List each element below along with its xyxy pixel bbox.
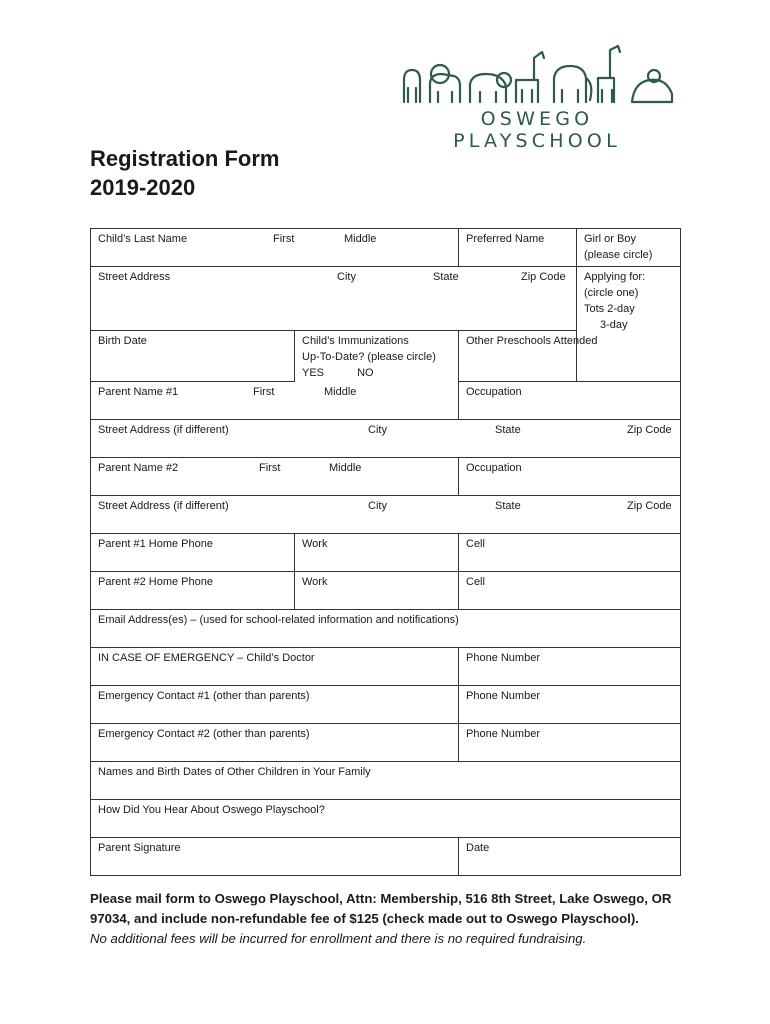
preferred-name-cell[interactable]: [459, 229, 577, 267]
immunizations-question: Up-To-Date? (please circle): [302, 351, 436, 363]
parent1-occupation-label: Occupation: [466, 385, 522, 398]
parent1-middle-label: Middle: [324, 385, 357, 398]
emergency-contact1-cell[interactable]: [91, 685, 459, 723]
birth-date-cell[interactable]: [91, 331, 295, 382]
parent2-name-label: Parent Name #2: [98, 461, 179, 474]
signature-date-label: Date: [466, 841, 490, 854]
parent1-name-cell[interactable]: [91, 381, 459, 419]
parent2-name-cell[interactable]: [91, 457, 459, 495]
parent2-address-cell[interactable]: [91, 495, 681, 533]
emergency-contact2-phone-cell[interactable]: [459, 723, 681, 761]
applying-option-3day[interactable]: 3-day: [600, 319, 628, 331]
birth-date-label: Birth Date: [98, 335, 147, 347]
parent1-home-phone-label: Parent #1 Home Phone: [98, 537, 213, 550]
parent2-occupation-cell[interactable]: [459, 457, 681, 495]
parent1-work-phone-label: Work: [302, 537, 328, 550]
street-address-label: Street Address: [98, 271, 171, 283]
registration-table: [90, 228, 681, 876]
title-line-2: 2019-2020: [90, 175, 196, 200]
emergency-contact2-label: Emergency Contact #2 (other than parents): [98, 727, 310, 740]
siblings-label: Names and Birth Dates of Other Children in Your Family: [98, 765, 371, 778]
doctor-cell[interactable]: [91, 647, 459, 685]
city-label: City: [337, 271, 356, 283]
other-preschools-label: Other Preschools Attended: [466, 335, 598, 347]
parent2-zip-label: Zip Code: [627, 499, 672, 512]
parent2-first-label: First: [259, 461, 281, 474]
gender-hint: (please circle): [584, 249, 653, 261]
parent1-city-label: City: [368, 423, 387, 436]
signature-label: Parent Signature: [98, 841, 181, 854]
state-label: State: [433, 271, 459, 283]
signature-date-cell[interactable]: [459, 837, 681, 875]
parent1-state-label: State: [495, 423, 521, 436]
title-line-1: Registration Form: [90, 146, 280, 171]
applying-option-tots[interactable]: Tots 2-day: [584, 303, 635, 315]
emergency-contact2-phone-label: Phone Number: [466, 727, 540, 740]
referral-cell[interactable]: [91, 799, 681, 837]
siblings-cell[interactable]: [91, 761, 681, 799]
page-title: [90, 144, 279, 202]
emergency-contact2-cell[interactable]: [91, 723, 459, 761]
gender-cell[interactable]: [577, 229, 681, 267]
parent2-middle-label: Middle: [329, 461, 362, 474]
child-first-label: First: [273, 233, 295, 245]
immunizations-no[interactable]: NO: [357, 367, 374, 379]
parent1-name-label: Parent Name #1: [98, 385, 179, 398]
immunizations-label: Child’s Immunizations: [302, 335, 409, 347]
email-label: Email Address(es) – (used for school-related information and notifications): [98, 613, 459, 626]
logo-name: OSWEGO PLAYSCHOOL: [453, 108, 621, 152]
child-name-cell[interactable]: [91, 229, 459, 267]
parent1-home-phone-cell[interactable]: [91, 533, 295, 571]
footer-instructions: [90, 889, 690, 949]
doctor-phone-label: Phone Number: [466, 651, 540, 664]
applying-hint: (circle one): [584, 287, 639, 299]
parent1-first-label: First: [253, 385, 275, 398]
applying-cell[interactable]: [577, 267, 681, 382]
immunizations-options: [302, 365, 451, 381]
doctor-label: IN CASE OF EMERGENCY – Child’s Doctor: [98, 651, 315, 664]
gender-label: Girl or Boy: [584, 233, 636, 245]
signature-cell[interactable]: [91, 837, 459, 875]
preferred-name-label: Preferred Name: [466, 233, 545, 245]
parent2-home-phone-cell[interactable]: [91, 571, 295, 609]
parent1-occupation-cell[interactable]: [459, 381, 681, 419]
immunizations-cell[interactable]: [295, 331, 459, 382]
zip-label: Zip Code: [521, 271, 566, 283]
parent1-work-phone-cell[interactable]: [295, 533, 459, 571]
parent2-occupation-label: Occupation: [466, 461, 522, 474]
animals-logo-icon: [398, 44, 676, 106]
email-cell[interactable]: [91, 609, 681, 647]
parent1-cell-phone-label: Cell: [466, 537, 485, 550]
footer-line-2: 97034, and include non-refundable fee of $125 (check made out to Oswego Playschool).: [90, 911, 639, 926]
footer-line-1: Please mail form to Oswego Playschool, Attn: Membership, 516 8th Street, Lake Oswego, OR: [90, 891, 672, 906]
emergency-contact1-phone-cell[interactable]: [459, 685, 681, 723]
parent2-cell-phone-cell[interactable]: [459, 571, 681, 609]
parent2-street-label: Street Address (if different): [98, 499, 229, 512]
immunizations-yes[interactable]: YES: [302, 367, 325, 379]
parent2-state-label: State: [495, 499, 521, 512]
parent2-work-phone-label: Work: [302, 575, 328, 588]
doctor-phone-cell[interactable]: [459, 647, 681, 685]
logo: [398, 44, 676, 152]
footer-line-3: No additional fees will be incurred for enrollment and there is no required fundraising.: [90, 931, 587, 946]
parent2-city-label: City: [368, 499, 387, 512]
child-address-cell[interactable]: [91, 267, 577, 331]
referral-label: How Did You Hear About Oswego Playschool?: [98, 803, 325, 816]
parent1-street-label: Street Address (if different): [98, 423, 229, 436]
parent1-zip-label: Zip Code: [627, 423, 672, 436]
child-middle-label: Middle: [344, 233, 377, 245]
parent2-home-phone-label: Parent #2 Home Phone: [98, 575, 213, 588]
child-last-name-label: Child’s Last Name: [98, 233, 188, 245]
parent1-cell-phone-cell[interactable]: [459, 533, 681, 571]
parent1-address-cell[interactable]: [91, 419, 681, 457]
applying-label: Applying for:: [584, 271, 646, 283]
emergency-contact1-label: Emergency Contact #1 (other than parents): [98, 689, 310, 702]
parent2-work-phone-cell[interactable]: [295, 571, 459, 609]
other-preschools-cell[interactable]: [459, 331, 598, 382]
parent2-cell-phone-label: Cell: [466, 575, 485, 588]
emergency-contact1-phone-label: Phone Number: [466, 689, 540, 702]
